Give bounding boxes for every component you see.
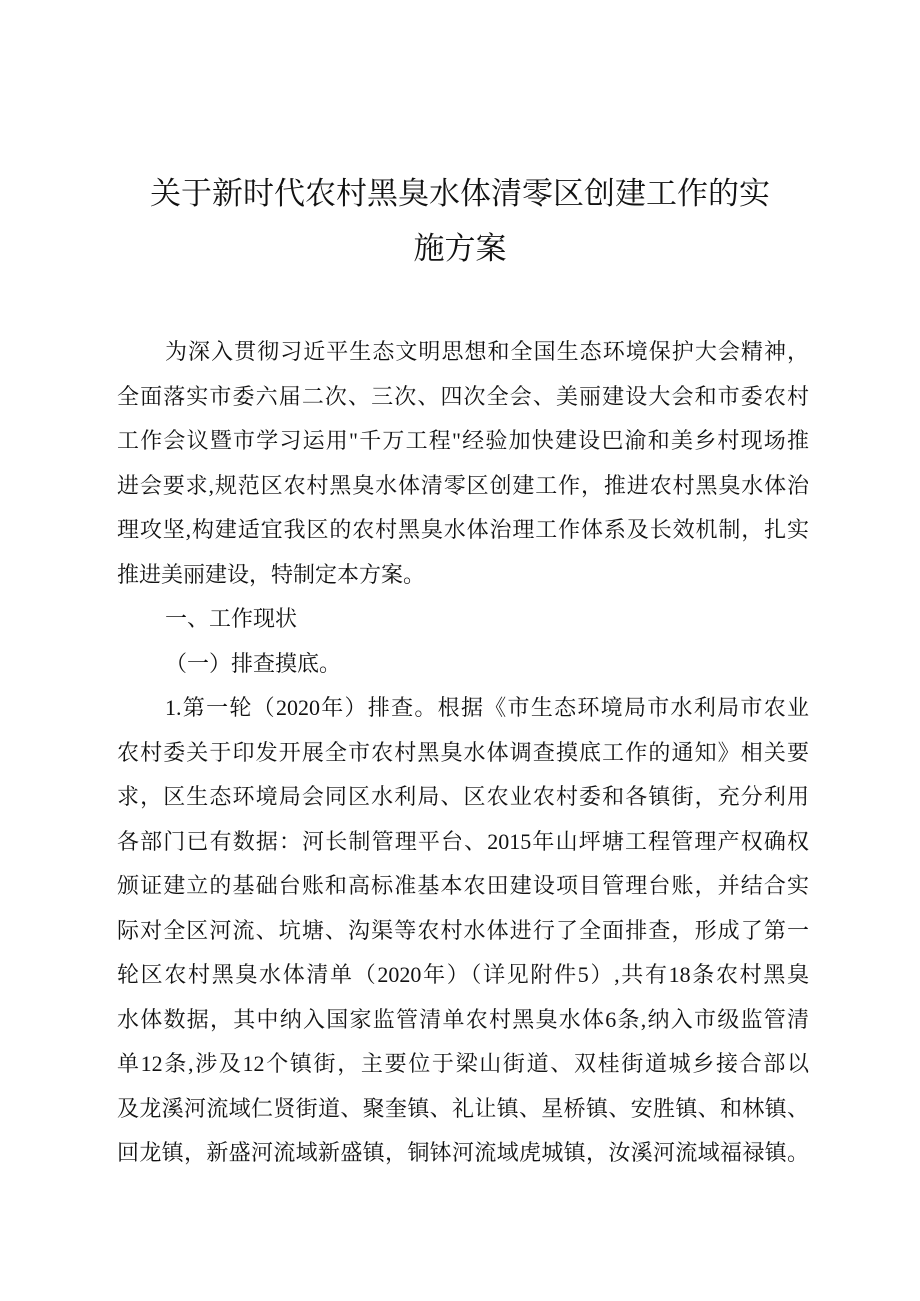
paragraph-line: 颁证建立的基础台账和高标准基本农田建设项目管理台账，并结合实	[117, 873, 809, 898]
intro-line: 理攻坚,构建适宜我区的农村黑臭水体治理工作体系及长效机制，扎实	[117, 517, 809, 542]
paragraph-line: 各部门已有数据：河长制管理平台、2015年山坪塘工程管理产权确权	[117, 828, 809, 854]
intro-line: 为深入贯彻习近平生态文明思想和全国生态环境保护大会精神，	[165, 339, 809, 364]
survey-paragraph	[117, 686, 809, 1176]
paragraph-line: 农村委关于印发开展全市农村黑臭水体调查摸底工作的通知》相关要	[117, 739, 809, 765]
intro-line: 进会要求,规范区农村黑臭水体清零区创建工作，推进农村黑臭水体治	[117, 472, 809, 498]
intro-paragraph	[117, 330, 809, 597]
paragraph-line: 际对全区河流、坑塘、沟渠等农村水体进行了全面排查，形成了第一	[117, 917, 809, 943]
paragraph-line: 1.第一轮（2020年）排查。根据《市生态环境局市水利局市农业	[165, 695, 809, 720]
paragraph-line: 回龙镇，新盛河流域新盛镇，铜钵河流域虎城镇，汝溪河流域福禄镇。	[117, 1140, 809, 1165]
intro-line: 推进美丽建设，特制定本方案。	[117, 561, 426, 587]
paragraph-line: 轮区农村黑臭水体清单（2020年）（详见附件5）,共有18条农村黑臭	[117, 962, 809, 987]
paragraph-line: 单12条,涉及12个镇街，主要位于梁山街道、双桂街道城乡接合部以	[117, 1051, 809, 1076]
section-heading: 一、工作现状	[165, 606, 298, 631]
intro-line: 工作会议暨市学习运用"千万工程"经验加快建设巴渝和美乡村现场推	[117, 428, 809, 453]
paragraph-line: 求，区生态环境局会同区水利局、区农业农村委和各镇街，充分利用	[117, 784, 809, 809]
paragraph-line: 及龙溪河流域仁贤街道、聚奎镇、礼让镇、星桥镇、安胜镇、和林镇、	[117, 1095, 809, 1121]
title-line: 施方案	[413, 231, 507, 267]
intro-line: 全面落实市委六届二次、三次、四次全会、美丽建设大会和市委农村	[117, 383, 809, 409]
subsection-heading: （一）排查摸底。	[165, 650, 342, 676]
document-title	[0, 167, 920, 277]
title-line: 关于新时代农村黑臭水体清零区创建工作的实	[150, 176, 770, 212]
paragraph-line: 水体数据，其中纳入国家监管清单农村黑臭水体6条,纳入市级监管清	[117, 1006, 809, 1032]
document-body	[117, 330, 809, 1176]
